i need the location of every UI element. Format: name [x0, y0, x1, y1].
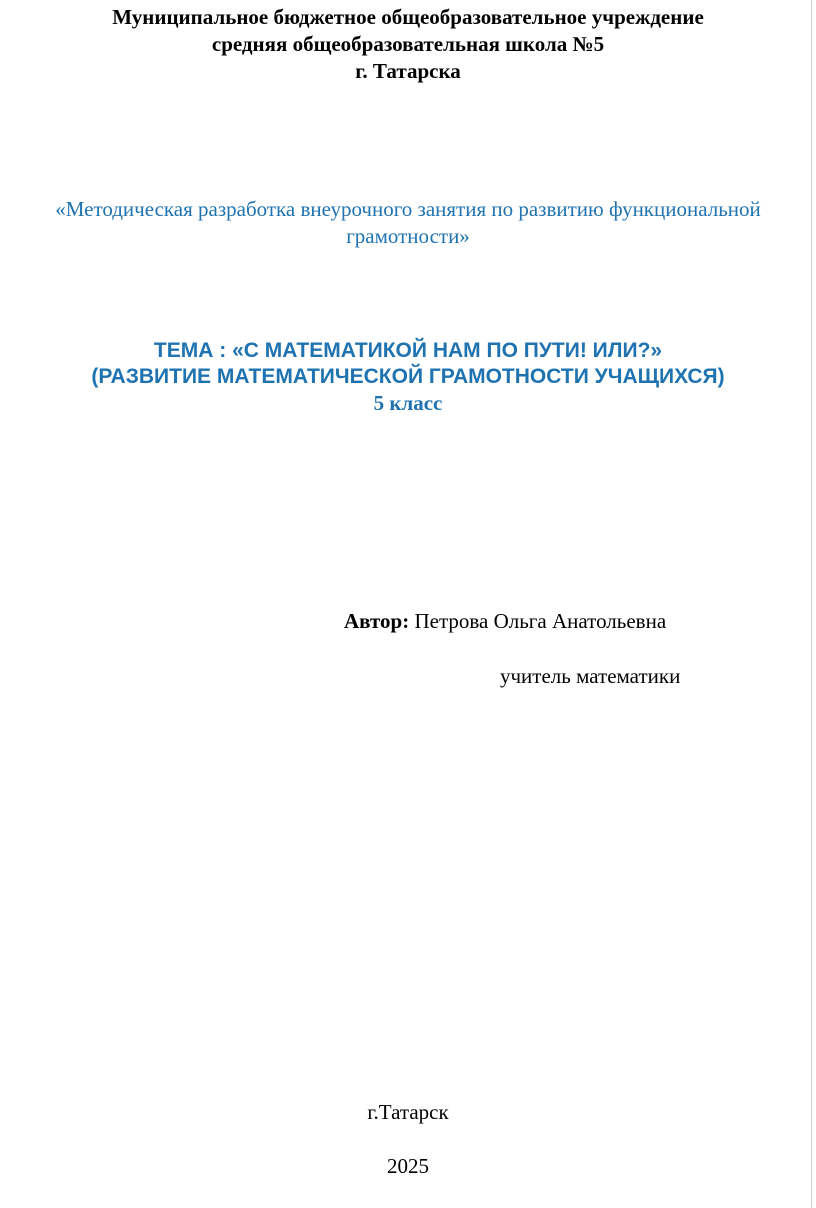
author-label: Автор: — [344, 609, 410, 633]
author-position: учитель математики — [500, 664, 681, 688]
document-subtitle — [0, 196, 816, 250]
institution-line-2: средняя общеобразовательная школа №5 — [211, 32, 605, 56]
page-right-border — [811, 0, 812, 1208]
subtitle-line-1: «Методическая разработка внеурочного занятия по развитию функциональной — [55, 197, 761, 221]
topic-description: (РАЗВИТИЕ МАТЕМАТИЧЕСКОЙ ГРАМОТНОСТИ УЧАЩИХСЯ) — [91, 365, 725, 388]
topic-grade: 5 класс — [373, 391, 443, 415]
footer-city: г.Татарск — [367, 1100, 449, 1124]
institution-line-1: Муниципальное бюджетное общеобразовательное учреждение — [112, 5, 704, 29]
author-name: Петрова Ольга Анатольевна — [409, 609, 667, 633]
institution-line-3: г. Татарска — [355, 59, 461, 83]
topic-title: ТЕМА : «С МАТЕМАТИКОЙ НАМ ПО ПУТИ! ИЛИ?» — [153, 339, 663, 362]
author-line — [344, 607, 666, 635]
subtitle-line-2: грамотности» — [346, 224, 470, 248]
footer-year: 2025 — [387, 1154, 429, 1178]
institution-header — [0, 4, 816, 85]
topic-block — [0, 338, 816, 416]
